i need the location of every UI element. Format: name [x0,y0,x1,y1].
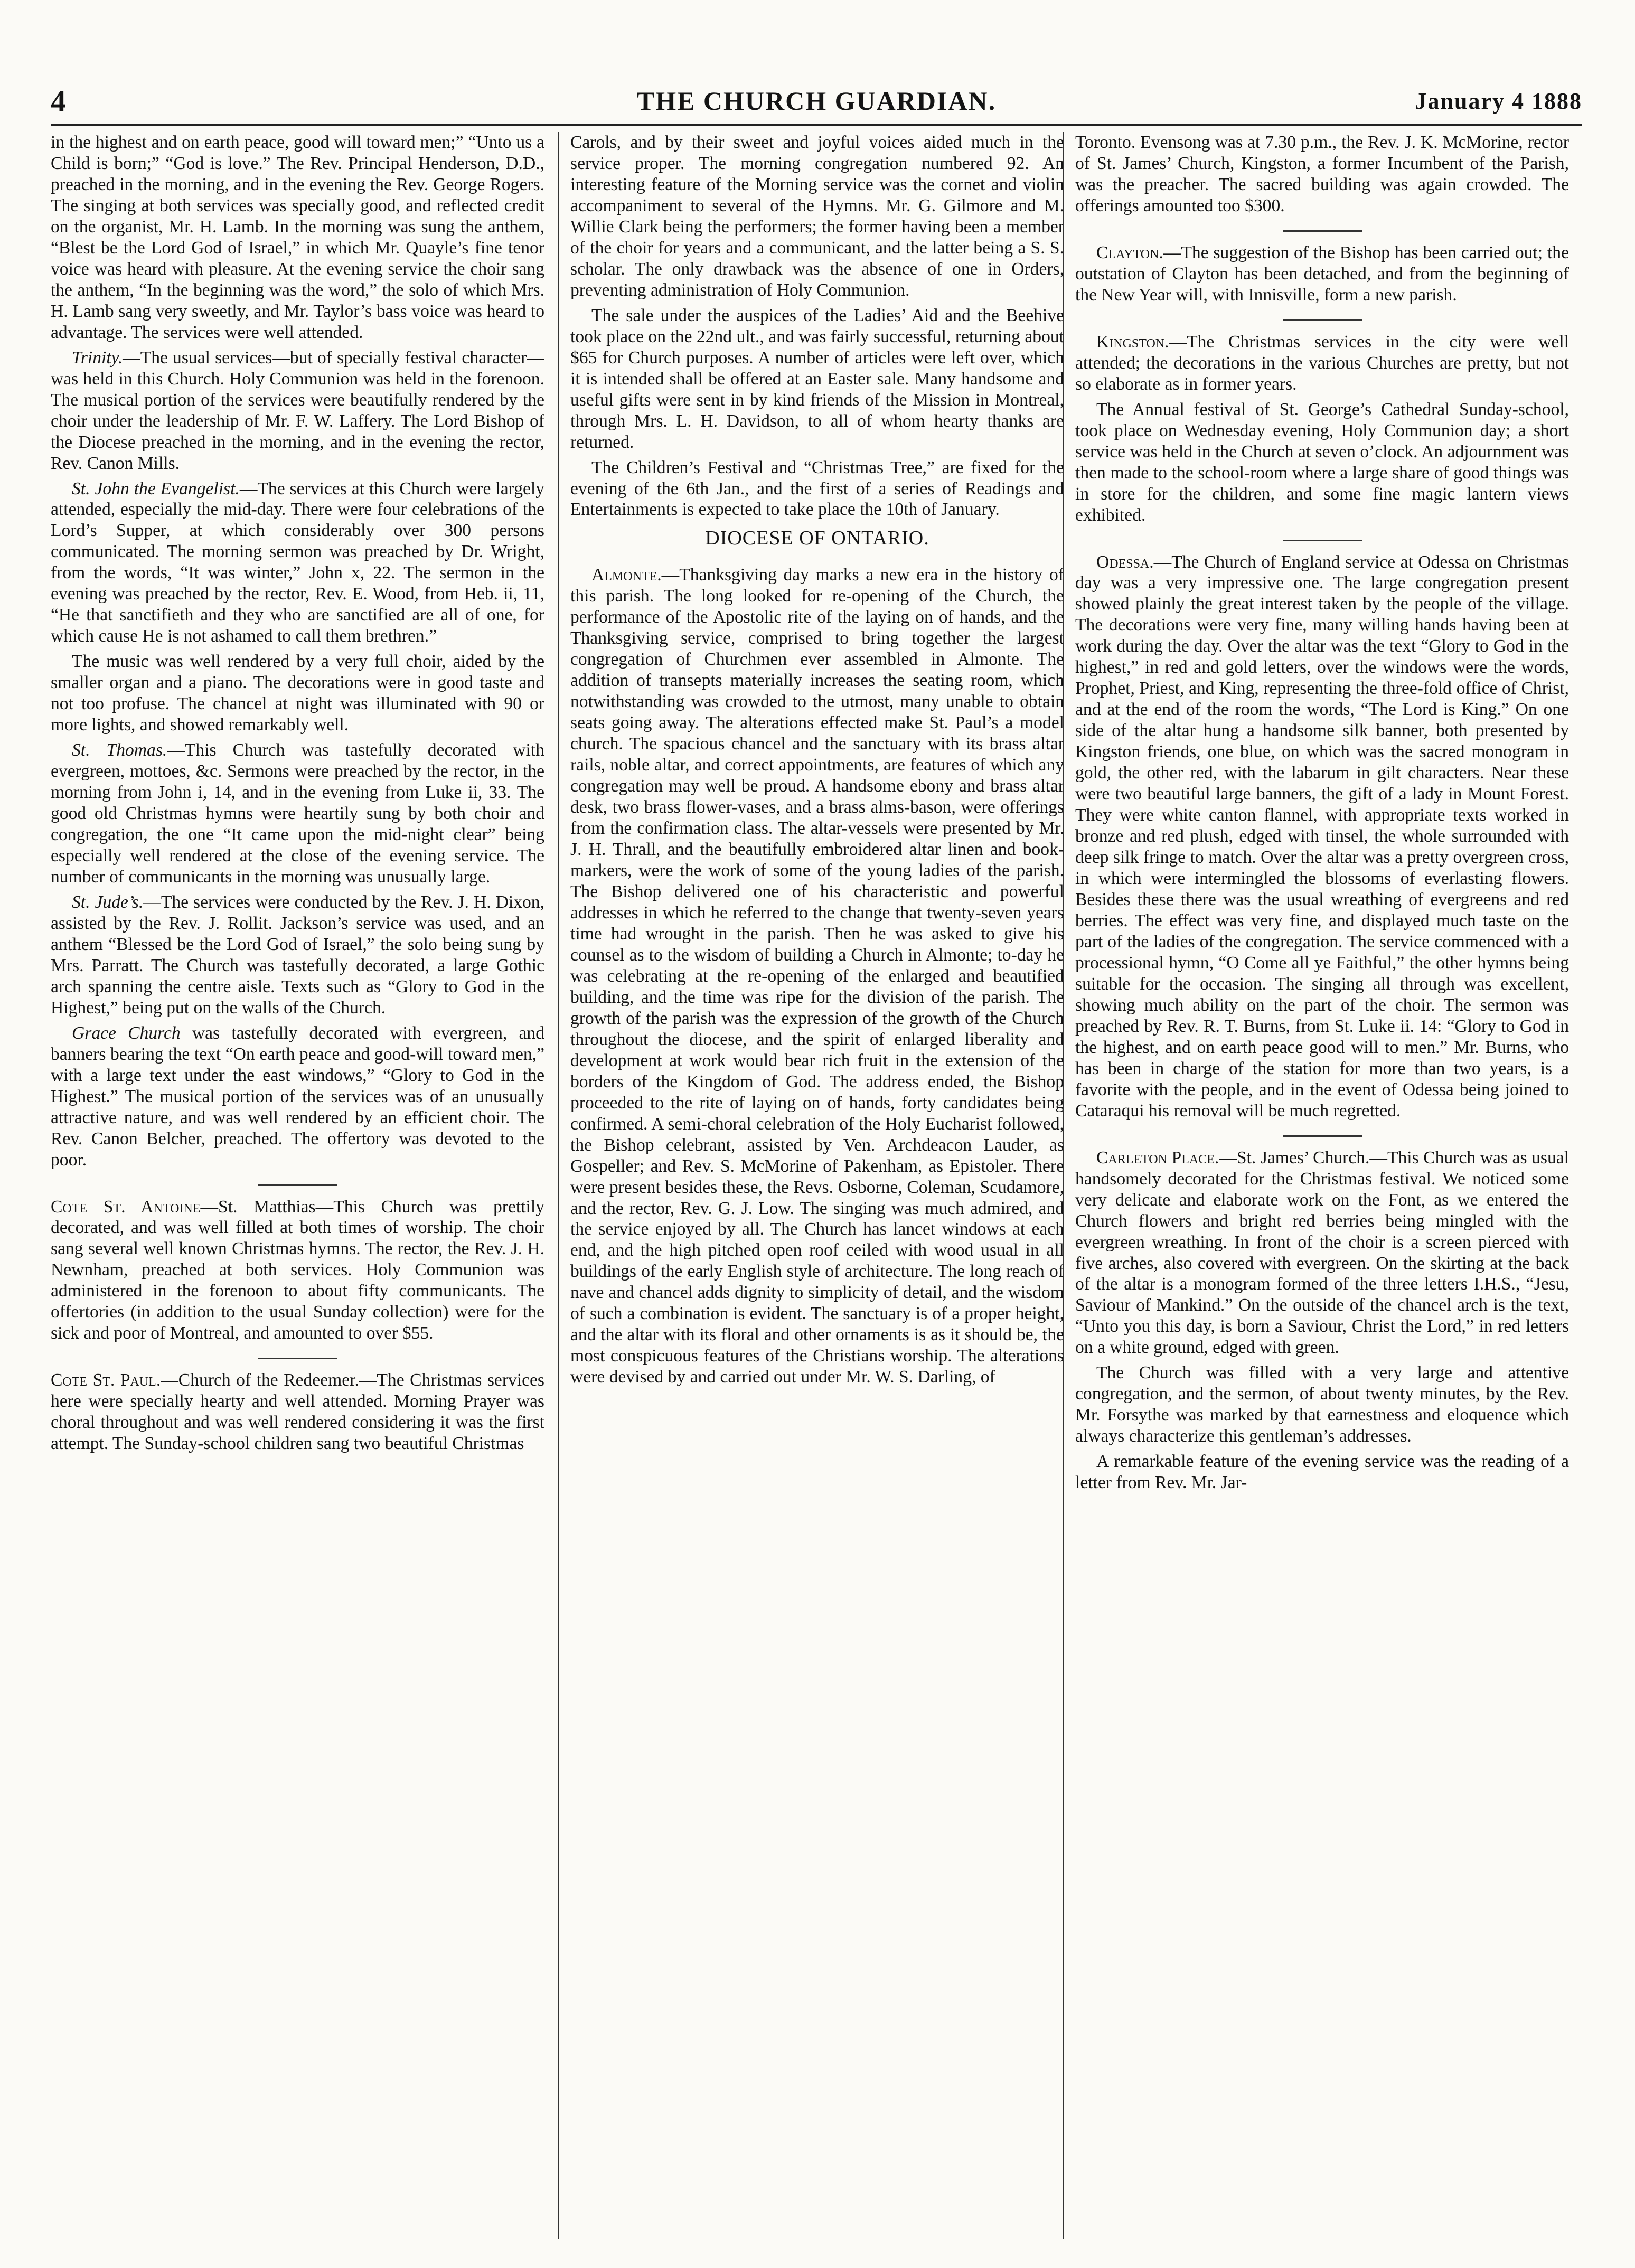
paragraph-text: —The services were conducted by the Rev. J. H. Dixon, assisted by the Rev. J. Rollit. Jackson’s service was used, and an anthem “Blessed be the Lord God of Israel,” the solo being sung by Mrs. Parratt. The Church was tastefully decorated, a large Gothic arch spanning the centre aisle. Texts such as “Glory to God in the Highest,” being put on the walls of the Church. [51,892,544,1018]
paragraph-lead: Grace Church [72,1023,181,1043]
article-paragraph [51,347,544,474]
paragraph-lead: Clayton [1096,242,1159,262]
column-1 [51,132,544,2239]
article-paragraph [1075,1362,1569,1447]
paragraph-lead: Kingston [1096,332,1165,352]
column-divider [558,132,559,2239]
paragraph-text: .—Thanksgiving day marks a new era in the history of this parish. The long looked for re-opening of the Church, the performance of the Apostolic rite of the laying on of hands, and the Thanksgiving service, comprised to bring together the largest congregation of Churchmen ever assembled in Almonte. The addition of transepts materially increases the seating room, which notwithstanding was crowded to the utmost, many unable to obtain seats going away. The alterations effected make St. Paul’s a model church. The spacious chancel and the sanctuary with its brass altar rails, noble altar, and correct appointments, are features of which any congregation may well be proud. A handsome ebony and brass altar desk, two brass flower-vases, and a brass alms-bason, were offerings from the confirmation class. The altar-vessels were presented by Mr. J. H. Thrall, and the beautifully embroidered altar linen and book-markers, were the work of some of the young ladies of the parish. The Bishop delivered one of his characteristic and powerful addresses in which he referred to the change that twenty-seven years time had wrought in the parish. Then he was asked to give his counsel as to the wisdom of building a Church in Almonte; to-day he was celebrating at the re-opening of the enlarged and beautified building, and the time was ripe for the division of the parish. The growth of the parish was the expression of the growth of the Church throughout the diocese, and the spirit of enlarged liberality and development at work would bear rich fruit in the extension of the borders of the Kingdom of God. The address ended, the Bishop proceeded to the rite of laying on of hands, forty candidates being confirmed. A semi-choral celebration of the Holy Eucharist followed, the Bishop celebrant, assisted by Ven. Archdeacon Lauder, as Gospeller; and Rev. S. McMorine of Pakenham, as Epistoler. There were present besides these, the Revs. Osborne, Coleman, Scudamore, and the rector, Rev. G. J. Low. The singing was much admired, and the service enjoyed by all. The Church has lancet windows at each end, and the high pitched open roof ceiled with wood usual in all buildings of the early English style of architecture. The long reach of nave and chancel adds dignity to simplicity of detail, and the wisdom of such a combination is evident. The sanctuary is of a proper height, and the altar with its floral and other ornaments is as it should be, the most conspicuous features of the Christians worship. The alterations were devised by and carried out under Mr. W. S. Darling, of [570,565,1064,1387]
masthead [51,83,1582,120]
paragraph-lead: Cote St. Antoine [51,1197,201,1217]
column-3 [1075,132,1569,2239]
paragraph-lead: Almonte [591,565,657,585]
article-paragraph [1075,399,1569,526]
article-paragraph [1075,1451,1569,1493]
article-paragraph [1075,132,1569,217]
article-paragraph [51,1197,544,1344]
paragraph-text: —The services at this Church were largely attended, especially the mid-day. There were four celebrations of the Lord’s Supper, at which considerably over 300 persons communicated. The morning sermon was preached by Dr. Wright, from the words, “It was winter,” John x, 22. The sermon in the evening was preached by the rector, Rev. E. Wood, from Heb. ii, 11, “He that sanctifieth and they who are sanctified are all of one, for which cause He is not ashamed to call them brethren.” [51,478,544,646]
article-paragraph [51,478,544,647]
masthead-rule [51,124,1582,126]
paragraph-text: The Church was filled with a very large and attentive congregation, and the sermon, of about twenty minutes, by the Rev. Mr. Forsythe was marked by that earnestness and eloquence which always characterize this gentleman’s addresses. [1075,1363,1569,1446]
paragraph-text: in the highest and on earth peace, good will toward men;” “Unto us a Child is born;” “God is love.” The Rev. Principal Henderson, D.D., preached in the morning, and in the evening the Rev. George Rogers. The singing at both services was specially good, and reflected credit on the organist, Mr. H. Lamb. In the morning was sung the anthem, “Blest be the Lord God of Israel,” in which Mr. Quayle’s fine tenor voice was heard with pleasure. At the evening service the choir sang the anthem, “In the beginning was the word,” the solo of which Mrs. H. Lamb sang very sweetly, and Mr. Taylor’s bass voice was heard to advantage. The services were well attended. [51,133,544,342]
paragraph-lead: Trinity. [72,347,123,368]
paragraph-lead: Odessa [1096,552,1150,572]
paragraph-text: The Annual festival of St. George’s Cathedral Sunday-school, took place on Wednesday evening, Holy Communion day; a short service was held in the Church at seven o’clock. An adjournment was then made to the school-room where a large share of good things was in store for the children, and some fine magic lantern views exhibited. [1075,399,1569,525]
article-paragraph [51,892,544,1019]
paragraph-text: .—Church of the Redeemer.—The Christmas services here were specially hearty and well attended. Morning Prayer was choral throughout and was well rendered considering it was the first attempt. The Sunday-school children sang two beautiful Christmas [51,1370,544,1454]
article-paragraph [570,457,1064,521]
section-divider [1283,540,1362,541]
article-paragraph [51,651,544,736]
paragraph-text: Toronto. Evensong was at 7.30 p.m., the Rev. J. K. McMorine, rector of St. James’ Church, Kingston, a former Incumbent of the Parish, was the preacher. The sacred building was again crowded. The offerings amounted too $300. [1075,133,1569,215]
paragraph-text: .—The Christmas services in the city were well attended; the decorations in the various Churches are pretty, but not so elaborate as in former years. [1075,332,1569,394]
article-paragraph [1075,552,1569,1122]
article-paragraph [570,564,1064,1388]
article-paragraph [570,305,1064,453]
page-number: 4 [51,84,66,118]
column-divider [1063,132,1064,2239]
paragraph-lead: St. Thomas. [72,740,167,760]
paragraph-lead: Cote St. Paul [51,1370,156,1390]
paragraph-lead: Carleton Place [1096,1147,1215,1168]
newspaper-title: THE CHURCH GUARDIAN. [636,86,997,116]
paragraph-text: Carols, and by their sweet and joyful voices aided much in the service proper. The morning congregation numbered 92. An interesting feature of the Morning service was the cornet and violin accompaniment to several of the Hymns. Mr. G. Gilmore and M. Willie Clark being the performers; the former having been a member of the choir for years and a communicant, and the latter being a S. S. scholar. The only drawback was the absence of one in Orders, preventing administration of Holy Communion. [570,133,1064,300]
issue-date: January 4 1888 [1415,88,1582,114]
paragraph-text: A remarkable feature of the evening service was the reading of a letter from Rev. Mr. Jar- [1075,1452,1569,1493]
paragraph-text: .—The suggestion of the Bishop has been carried out; the outstation of Clayton has been detached, and from the beginning of the New Year will, with Innisville, form a new parish. [1075,242,1569,305]
paragraph-text: was tastefully decorated with evergreen, and banners bearing the text “On earth peace and good-will toward men,” with a large text under the east windows,” “Glory to God in the Highest.” The musical portion of the services was of an unusually attractive nature, and was well rendered by an efficient choir. The Rev. Canon Belcher, preached. The offertory was devoted to the poor. [51,1023,544,1170]
article-paragraph [1075,1147,1569,1359]
article-paragraph [1075,242,1569,306]
diocese-heading: DIOCESE OF ONTARIO. [705,527,929,550]
paragraph-lead: St. John the Evangelist. [72,478,240,498]
article-paragraph [51,1023,544,1171]
paragraph-text: —St. Matthias—This Church was prettily decorated, and was well filled at both times of worship. The choir sang several well known Christmas hymns. The rector, the Rev. J. H. Newnham, preached at both services. Holy Communion was administered in the forenoon to about fifty communicants. The offertories (in addition to the usual Sunday collection) were for the sick and poor of Montreal, and amounted to over $55. [51,1197,544,1343]
paragraph-text: The Children’s Festival and “Christmas Tree,” are fixed for the evening of the 6th Jan., and the first of a series of Readings and Entertainments is expected to take place the 10th of January. [570,457,1064,520]
paragraph-text: The music was well rendered by a very full choir, aided by the smaller organ and a piano. The decorations were in good taste and not too profuse. The chancel at night was illuminated with 90 or more lights, and showed remarkably well. [51,652,544,735]
paragraph-text: —The usual services—but of specially festival character—was held in this Church. Holy Communion was held in the forenoon. The musical portion of the services were beautifully rendered by the choir under the leadership of Mr. F. W. Laffery. The Lord Bishop of the Diocese preached in the morning, and in the evening the rector, Rev. Canon Mills. [51,347,544,473]
paragraph-text: .—St. James’ Church.—This Church was as usual handsomely decorated for the Christmas festival. We noticed some very delicate and elaborate work on the Font, as we entered the Church flowers and bright red berries being mingled with the evergreen wreathing. In front of the choir is a screen pierced with five arches, also covered with evergreen. On the skirting at the back of the altar is a monogram formed of the three letters I.H.S., “Jesu, Saviour of Mankind.” On the outside of the chancel arch is the text, “Unto you this day, is born a Saviour, Christ the Lord,” in red letters on a white ground, edged with green. [1075,1147,1569,1358]
article-paragraph [51,740,544,888]
paragraph-lead: St. Jude’s. [72,892,144,912]
article-paragraph [570,132,1064,301]
column-2 [570,132,1064,2239]
article-paragraph [51,132,544,343]
section-divider [258,1184,337,1186]
section-divider [1283,319,1362,321]
section-divider [258,1358,337,1359]
section-divider [1283,230,1362,232]
section-divider [1283,1135,1362,1137]
article-paragraph [51,1370,544,1454]
paragraph-text: .—The Church of England service at Odessa on Christmas day was a very impressive one. The large congregation present showed plainly the great interest taken by the people of the village. The decorations were very fine, many willing hands having been at work during the day. Over the altar was the text “Glory to God in the highest,” in red and gold letters, over the windows were the words, Prophet, Priest, and King, representing the three-fold office of Christ, and at the end of the room the words, “The Lord is King.” On one side of the altar hung a handsome silk banner, both presented by Kingston friends, one blue, on which was the sacred monogram in gold, the other red, with the labarum in gilt characters. Near these were two beautiful large banners, the gift of a lady in Mount Forest. They were white canton flannel, with appropriate texts worked in bronze and red plush, edged with tinsel, the whole surrounded with deep silk fringe to match. Over the altar was a pretty overgreen cross, in which were intermingled the blossoms of everlasting flowers. Besides these there was the usual wreathing of evergreens and red berries. The effect was very fine, and displayed much taste on the part of the ladies of the congregation. The service commenced with a processional hymn, “O Come all ye Faithful,” the other hymns being suitable for the occasion. The singing all through was excellent, showing much ability on the part of the choir. The sermon was preached by Rev. R. T. Burns, from St. Luke ii. 14: “Glory to God in the highest, and on earth peace good will to men.” Mr. Burns, who has been in charge of the station for more than two years, is a favorite with the people, and in the event of Odessa being joined to Cataraqui his removal will be much regretted. [1075,552,1569,1121]
paragraph-text: The sale under the auspices of the Ladies’ Aid and the Beehive took place on the 22nd ult., and was fairly successful, returning about $65 for Church purposes. A number of articles were left over, which it is intended shall be offered at an Easter sale. Many handsome and useful gifts were sent in by kind friends of the Mission in Montreal, through Mrs. L. H. Davidson, to all of whom hearty thanks are returned. [570,305,1064,452]
article-paragraph [1075,332,1569,395]
paragraph-text: —This Church was tastefully decorated with evergreen, mottoes, &c. Sermons were preached by the rector, in the morning from John i, 14, and in the evening from Luke ii, 33. The good old Christmas hymns were heartily sung by both choir and congregation, the one “It came upon the mid-night clear” being especially well rendered at the close of the evening service. The number of communicants in the morning was unusually large. [51,740,544,887]
